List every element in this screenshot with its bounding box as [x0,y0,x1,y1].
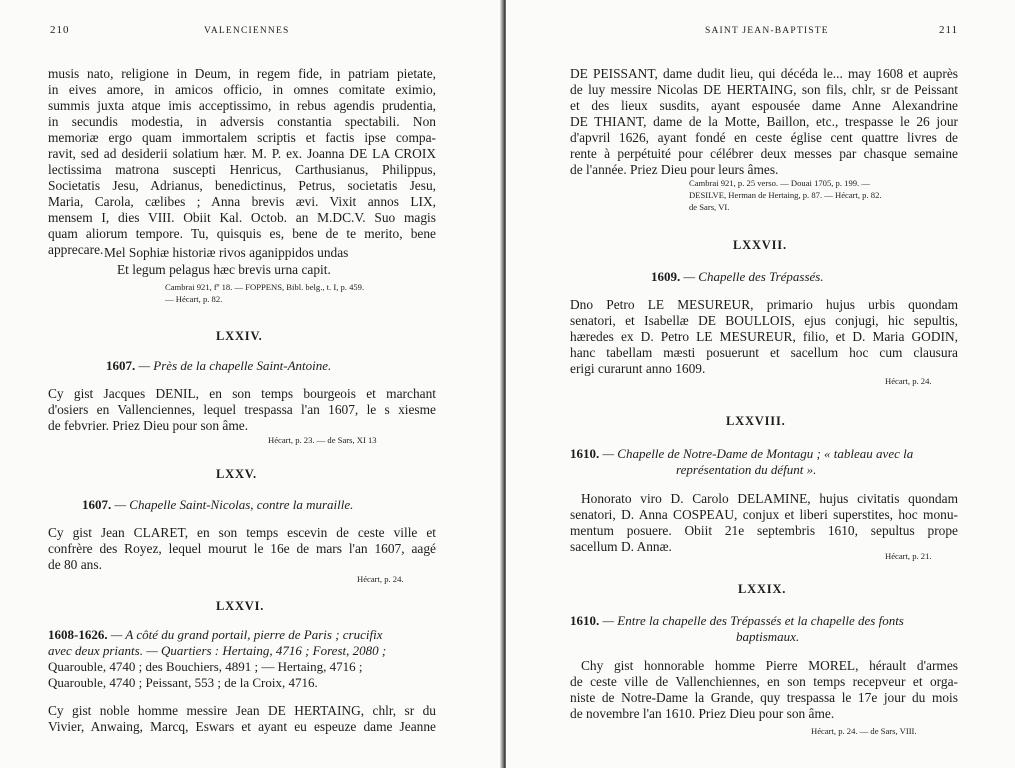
text-line: Cy gist Jean CLARET, en son temps escevin de ceste ville et [48,525,436,540]
section-subtitle [106,358,331,374]
page-number-right: 211 [939,24,959,36]
text-line: de febvrier. Priez Dieu pour son âme. [48,418,249,433]
text-line: erigi curarunt anno 1609. [570,361,706,376]
section-year: 1609. [651,269,681,284]
section-location: — Chapelle de Notre-Dame de Montagu ; « tableau avec la [602,446,914,461]
text-line: ravit, sed ad desiderii solatium hær. M. P. ex. Joanna DE LA CROIX [48,146,436,161]
text-line: Dno Petro LE MESUREUR, primario hujus urbis quondam [570,297,958,312]
text-line: summis juxta atque imis acceptissimo, in rebus agendis prudentia, [48,98,436,113]
section-subtitle-line: Quarouble, 4740 ; Peissant, 553 ; de la Croix, 4716. [48,675,318,690]
section-location: — Chapelle des Trépassés. [683,269,824,284]
text-line: musis nato, religione in Deum, in regem fide, in patriam pietate, [48,66,436,81]
section-number-lxxix: LXXIX. [738,582,787,596]
section-number-lxxvii: LXXVII. [733,238,787,252]
source-citation: DESILVE, Herman de Hertaing, p. 87. — Hécart, p. 82. [689,190,882,200]
section-year: 1608-1626. [48,627,108,642]
text-line: Cy gist Jacques DENIL, en son temps bourgeois et marchant [48,386,436,401]
text-line: mensem I, dies VIII. Obiit Kal. Octob. an M.DC.V. Suo magis [48,210,436,225]
section-subtitle-line: avec deux priants. — Quartiers : Hertaing, 4716 ; Forest, 2080 ; [48,643,387,658]
text-line: mentum posuere. Obiit 21e septembris 1610, sepultus prope [570,523,958,538]
text-line: de luy messire Nicolas DE HERTAING, son fils, chlr, sr de Peissant [570,82,958,97]
right-page [506,0,1015,768]
text-line: de 80 ans. [48,557,102,572]
text-line: Societatis Jesu, Adrianus, benedictinus, Petrus, societatis Jesu, [48,178,436,193]
section-subtitle [570,613,904,629]
source-citation: — Hécart, p. 82. [165,294,223,304]
section-number-lxxvi: LXXVI. [216,599,265,613]
text-line: Honorato viro D. Carolo DELAMINE, hujus civitatis quondam [581,491,958,506]
left-page [0,0,503,768]
text-line: d'apvril 1626, ayant fondé en ceste église cent quattre livres de [570,130,958,145]
text-line: senatori, et Isabellæ DE BOULLOIS, ejus conjugi, hic sepultis, [570,313,958,328]
text-line: niste de Notre-Dame la Grande, quy trespassa le 17e jour du mois [570,690,958,705]
source-citation: de Sars, VI. [689,202,730,212]
verse-line: Et legum pelagus hæc brevis urna capit. [117,262,331,277]
section-year: 1610. [570,446,600,461]
text-line: de novembre l'an 1610. Priez Dieu pour son âme. [570,706,835,721]
running-head-right: SAINT JEAN-BAPTISTE [705,26,829,36]
section-subtitle [651,269,824,285]
source-citation: Hécart, p. 21. [885,551,932,561]
section-year: 1610. [570,613,600,628]
text-line: apprecare. [48,242,104,257]
source-citation: Hécart, p. 24. [885,376,932,386]
source-citation: Cambrai 921, fº 18. — FOPPENS, Bibl. belg., t. I, p. 459. [165,282,365,292]
section-location: — A côté du grand portail, pierre de Paris ; crucifix [110,627,383,642]
section-subtitle-line: représentation du défunt ». [676,462,817,477]
section-location: — Entre la chapelle des Trépassés et la chapelle des fonts [602,613,904,628]
section-year: 1607. [82,497,112,512]
text-line: hæredes ex D. Petro LE MESUREUR, filio, et D. Maria GODIN, [570,329,958,344]
text-line: confrère des Royez, lequel mourut le 16e de mars l'an 1607, aagé [48,541,436,556]
text-line: de ceste ville de Vallenchiennes, en son temps recepveur et orga- [570,674,958,689]
text-line: de l'année. Priez Dieu pour leurs âmes. [570,162,779,177]
section-subtitle-line: baptismaux. [736,629,800,644]
text-line: Maria, Carola, cælibes ; Anna brevis ævi. Vixit annos LIX, [48,194,436,209]
text-line: in eives amore, in amicos officio, in omnes comitate eximio, [48,82,436,97]
verse-line: Mel Sophiæ historiæ rivos aganippidos undas [104,245,349,260]
page-number-left: 210 [50,24,70,36]
text-line: senatori, D. Anna COSPEAU, conjux et liberi superstites, hoc monu- [570,507,958,522]
text-line: Chy gist honnorable homme Pierre MOREL, hérault d'armes [581,658,958,673]
text-line: DE THIANT, dame de la Motte, Baillon, etc., trespasse le 26 jour [570,114,958,129]
section-number-lxxviii: LXXVIII. [726,414,786,428]
section-number-lxxv: LXXV. [216,467,257,481]
text-line: et des lieux susdits, ayant espousée dame Anne Alexandrine [570,98,958,113]
section-number-lxxiv: LXXIV. [216,329,263,343]
source-citation: Cambrai 921, p. 25 verso. — Douai 1705, p. 199. — [689,178,870,188]
section-location: — Chapelle Saint-Nicolas, contre la muraille. [114,497,354,512]
text-line: memoriæ ergo quam immortalem scriptis et factis ipse compa- [48,130,436,145]
section-subtitle [570,446,913,462]
text-line: Vivier, Anwaing, Marcq, Eswars et ayant eu espeuze dame Jeanne [48,719,436,734]
section-year: 1607. [106,358,136,373]
source-citation: Hécart, p. 23. — de Sars, XI 13 [268,435,377,445]
section-location: — Près de la chapelle Saint-Antoine. [138,358,332,373]
text-line: quam aliorum tempore. Tu, quisquis es, bene de te merito, bene [48,226,436,241]
section-subtitle [48,627,383,643]
source-citation: Hécart, p. 24. — de Sars, VIII. [811,726,917,736]
text-line: in secundis modestia, in adversis constantia spectabili. Non [48,114,436,129]
text-line: Cy gist noble homme messire Jean DE HERTAING, chlr, sr du [48,703,436,718]
text-line: rente à perpétuité pour célébrer deux messes par chasque semaine [570,146,958,161]
source-citation: Hécart, p. 24. [357,574,404,584]
running-head-left: VALENCIENNES [204,26,290,36]
text-line: d'osiers en Vallenciennes, lequel trespassa l'an 1607, le s xiesme [48,402,436,417]
text-line: hanc tabellam mæsti posuerunt et sacellum hoc cum clausura [570,345,958,360]
section-subtitle-line: Quarouble, 4740 ; des Bouchiers, 4891 ; — Hertaing, 4716 ; [48,659,363,674]
text-line: lectissima matrona suscepti Henricus, Carthusianus, Philippus, [48,162,436,177]
text-line: DE PEISSANT, dame dudit lieu, qui décéda le... may 1608 et auprès [570,66,958,81]
section-subtitle [82,497,353,513]
text-line: sacellum D. Annæ. [570,539,672,554]
